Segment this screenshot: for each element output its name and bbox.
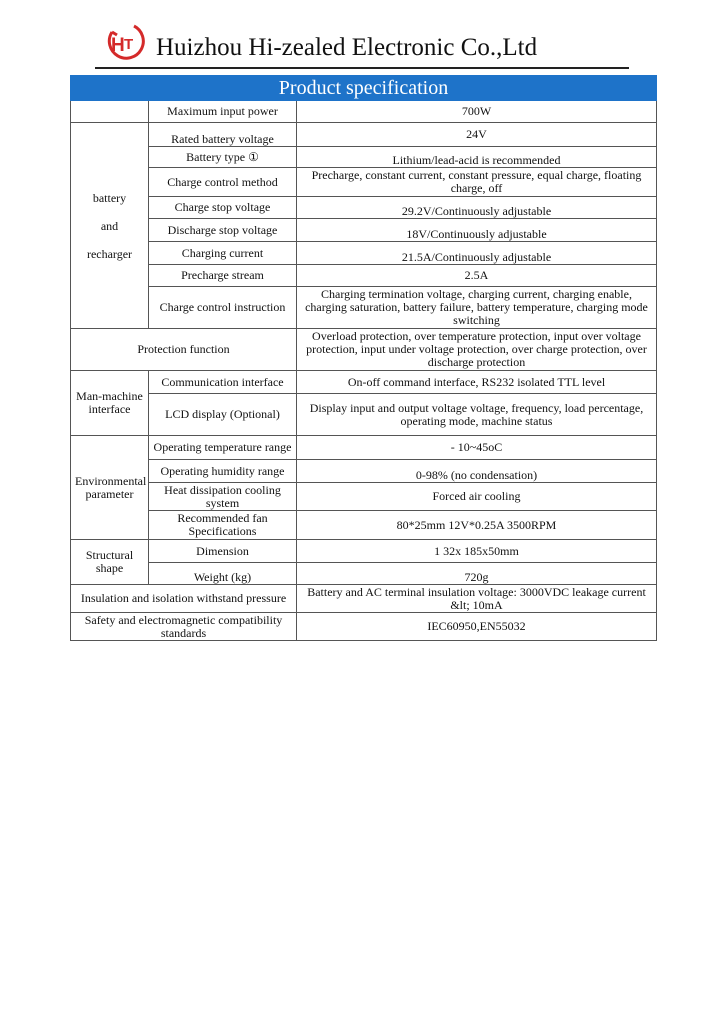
spec-param: LCD display (Optional) (149, 394, 297, 436)
spec-value: 720g (297, 563, 657, 585)
spec-param: Charging current (149, 242, 297, 265)
spec-value: 2.5A (297, 265, 657, 287)
spec-param: Charge control method (149, 168, 297, 197)
spec-value: Display input and output voltage voltage, frequency, load percentage, operating mode, machine status (297, 394, 657, 436)
spec-value: 700W (297, 101, 657, 123)
spec-table (70, 75, 657, 641)
spec-param: Operating temperature range (149, 436, 297, 460)
spec-value: 18V/Continuously adjustable (297, 219, 657, 242)
insulation-label: Insulation and isolation withstand pressure (71, 585, 297, 613)
company-name: Huizhou Hi-zealed Electronic Co.,Ltd (156, 34, 538, 61)
spec-param: Rated battery voltage (149, 123, 297, 147)
document-header (100, 18, 632, 70)
spec-param: Charge stop voltage (149, 197, 297, 219)
spec-value: 80*25mm 12V*0.25A 3500RPM (297, 511, 657, 540)
spec-param: Recommended fan Specifications (149, 511, 297, 540)
protection-label: Protection function (71, 329, 297, 371)
spec-param: Charge control instruction (149, 287, 297, 329)
table-title: Product specification (71, 76, 657, 101)
spec-value: 1 32x 185x50mm (297, 540, 657, 563)
empty-category-cell (71, 101, 149, 123)
category-battery-recharger: battery and recharger (71, 123, 149, 329)
spec-param: Operating humidity range (149, 460, 297, 483)
spec-param: Discharge stop voltage (149, 219, 297, 242)
spec-param: Maximum input power (149, 101, 297, 123)
protection-value: Overload protection, over temperature protection, input over voltage protection, input under voltage protection, over charge protection, over discharge protection (297, 329, 657, 371)
svg-text:T: T (124, 36, 134, 53)
svg-text:H: H (111, 35, 125, 56)
spec-value: Forced air cooling (297, 483, 657, 511)
safety-value: IEC60950,EN55032 (297, 613, 657, 641)
insulation-value: Battery and AC terminal insulation voltage: 3000VDC leakage current &lt; 10mA (297, 585, 657, 613)
spec-param: Dimension (149, 540, 297, 563)
spec-value: 29.2V/Continuously adjustable (297, 197, 657, 219)
spec-value: 0-98% (no condensation) (297, 460, 657, 483)
spec-value: Charging termination voltage, charging current, charging enable, charging saturation, battery failure, battery temperature, charging mode switching (297, 287, 657, 329)
safety-label: Safety and electromagnetic compatibility standards (71, 613, 297, 641)
spec-param: Battery type ① (149, 147, 297, 168)
spec-value: On-off command interface, RS232 isolated TTL level (297, 371, 657, 394)
spec-value: Lithium/lead-acid is recommended (297, 147, 657, 168)
spec-value: 24V (297, 123, 657, 147)
header-rule (95, 67, 629, 69)
category-structural: Structural shape (71, 540, 149, 585)
spec-value: - 10~45oC (297, 436, 657, 460)
company-logo (104, 22, 148, 62)
category-environmental: Environmental parameter (71, 436, 149, 540)
spec-param: Communication interface (149, 371, 297, 394)
spec-param: Weight (kg) (149, 563, 297, 585)
spec-param: Precharge stream (149, 265, 297, 287)
spec-param: Heat dissipation cooling system (149, 483, 297, 511)
spec-value: 21.5A/Continuously adjustable (297, 242, 657, 265)
spec-value: Precharge, constant current, constant pressure, equal charge, floating charge, off (297, 168, 657, 197)
category-man-machine: Man-machine interface (71, 371, 149, 436)
